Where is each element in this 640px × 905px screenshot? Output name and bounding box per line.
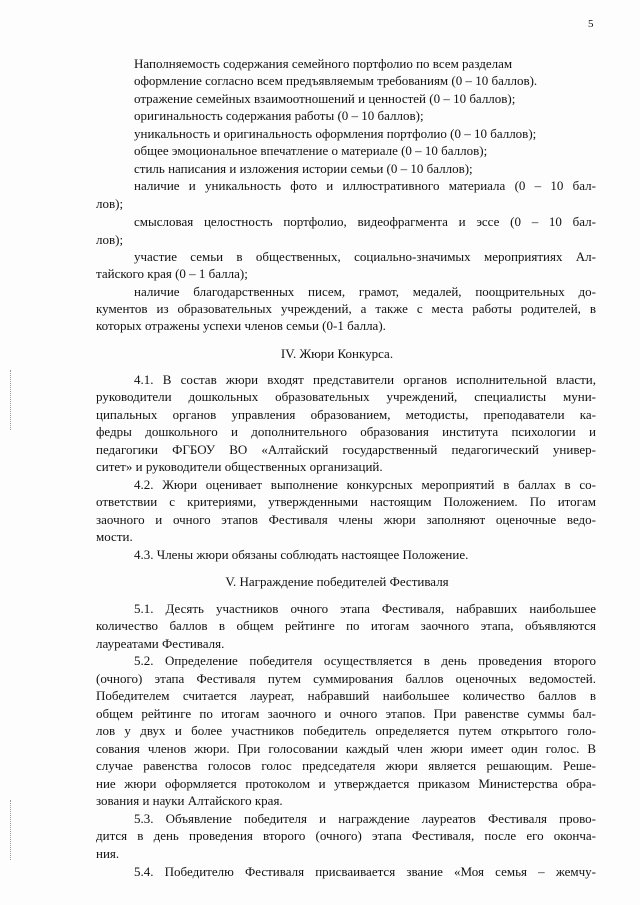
criteria-line: смысловая целостность портфолио, видеофрагмента и эссе (0 – 10 бал- [134, 214, 596, 229]
scan-margin-mark [10, 800, 13, 860]
paragraph-line: педагогики ФГБОУ ВО «Алтайский государственный педагогический универ- [96, 442, 596, 457]
paragraph-line: общем рейтинге по итогам заочного и очного этапов. При равенстве суммы бал- [96, 706, 596, 721]
paragraph-line: 4.2. Жюри оценивает выполнение конкурсных мероприятий в баллах в со- [134, 477, 596, 492]
paragraph-line: лов у двух и более участников победитель определяется путем открытого голо- [96, 723, 596, 738]
paragraph-line: 5.2. Определение победителя осуществляется в день проведения второго [134, 653, 596, 668]
criteria-line: участие семьи в общественных, социально-значимых мероприятиях Ал- [134, 249, 596, 264]
paragraph-line: руководители дошкольных образовательных учреждений, специалисты муни- [96, 389, 596, 404]
criteria-line: оформление согласно всем предъявляемым требованиям (0 – 10 баллов). [134, 73, 538, 88]
criteria-line: наличие и уникальность фото и иллюстративного материала (0 – 10 бал- [134, 178, 596, 193]
paragraph-line: лауреатами Фестиваля. [96, 636, 225, 651]
section-heading-awards: V. Награждение победителей Фестиваля [225, 574, 449, 589]
criteria-line: наличие благодарственных писем, грамот, медалей, поощрительных до- [134, 284, 596, 299]
criteria-line: лов); [96, 232, 124, 247]
paragraph-line: Победителем считается лауреат, набравший наибольшее количество баллов в [96, 688, 596, 703]
paragraph-line: сования членов жюри. При голосовании каждый член жюри имеет один голос. В [96, 741, 596, 756]
paragraph-line: количество баллов в общем рейтинге по итогам заочного этапа, объявляются [96, 618, 596, 633]
criteria-line: которых отражены успехи членов семьи (0-1 балла). [96, 318, 386, 333]
paragraph-line: случае равенства голосов голос председателя жюри является решающим. Реше- [96, 758, 596, 773]
paragraph-line: 5.1. Десять участников очного этапа Фестиваля, набравших наибольшее [134, 601, 596, 616]
criteria-line: отражение семейных взаимоотношений и ценностей (0 – 10 баллов); [134, 91, 516, 106]
paragraph-line: ответствии с критериями, утвержденными настоящим Положением. По итогам [96, 494, 596, 509]
criteria-line: общее эмоциональное впечатление о материале (0 – 10 баллов); [134, 143, 488, 158]
paragraph-line: 4.1. В состав жюри входят представители органов исполнительной власти, [134, 372, 596, 387]
paragraph-line: ципальных органов управления образованием, методисты, преподаватели ка- [96, 407, 596, 422]
paragraph-line: ние жюри оформляется протоколом и утверждается приказом Министерства обра- [96, 776, 596, 791]
criteria-line: оригинальность содержания работы (0 – 10 баллов); [134, 108, 424, 123]
paragraph-line: 5.4. Победителю Фестиваля присваивается звание «Моя семья – жемчу- [134, 864, 596, 879]
section-heading-jury: IV. Жюри Конкурса. [280, 346, 394, 361]
criteria-line: кументов из образовательных учреждений, а также с места работы родителей, в [96, 301, 596, 316]
paragraph-line: 4.3. Члены жюри обязаны соблюдать настоящее Положение. [134, 547, 469, 562]
criteria-line: тайского края (0 – 1 балла); [96, 266, 248, 281]
paragraph-line: заочного и очного этапов Фестиваля члены жюри заполняют оценочные ведо- [96, 512, 596, 527]
paragraph-line: (очного) этапа Фестиваля путем суммирования баллов оценочных ведомостей. [96, 671, 596, 686]
paragraph-line: ния. [96, 846, 120, 861]
paragraph-line: федры дошкольного и дополнительного образования института психологии и [96, 424, 596, 439]
paragraph-line: ситет» и руководители общественных организаций. [96, 459, 383, 474]
scan-margin-mark [10, 370, 13, 430]
paragraph-line: зования и науки Алтайского края. [96, 793, 283, 808]
paragraph-line: дится в день проведения второго (очного) этапа Фестиваля, после его оконча- [96, 828, 596, 843]
criteria-line: лов); [96, 196, 124, 211]
page-number: 5 [588, 18, 594, 30]
criteria-line: Наполняемость содержания семейного портфолио по всем разделам [134, 56, 513, 71]
paragraph-line: мости. [96, 529, 133, 544]
criteria-line: уникальность и оригинальность оформления портфолио (0 – 10 баллов); [134, 126, 537, 141]
criteria-line: стиль написания и изложения истории семьи (0 – 10 баллов); [134, 161, 473, 176]
paragraph-line: 5.3. Объявление победителя и награждение лауреатов Фестиваля прово- [134, 811, 596, 826]
